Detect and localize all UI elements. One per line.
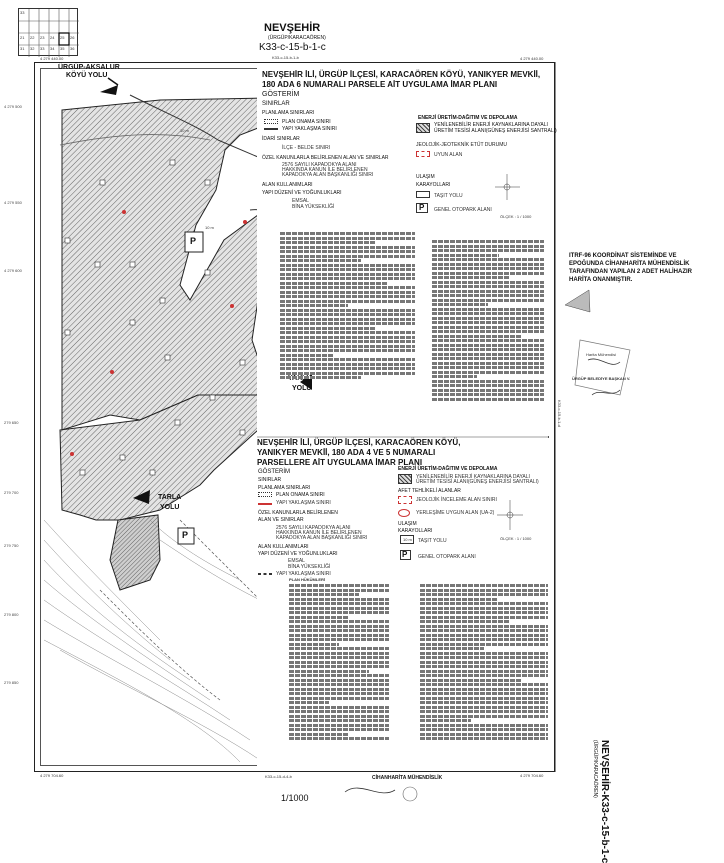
coord-top-left: 4 279 440.00	[40, 56, 64, 61]
plan1-alan-kullanim: ALAN KULLANIMLARI	[262, 182, 313, 188]
plan1-emsal: EMSAL	[292, 198, 309, 204]
plan1-road-symbol	[416, 191, 430, 198]
plan2-title-1: NEVŞEHİR İLİ, ÜRGÜP İLÇESİ, KARACAÖREN KÖYÜ,	[257, 438, 461, 447]
side-title: NEVŞEHİR-K33-c-15-b-1-c	[599, 740, 610, 863]
stamp-right-2: ÜRGÜP BELEDİYE BAŞKAN V.	[572, 376, 631, 381]
coord-top-right: 4 279 440.00	[520, 56, 544, 61]
halihazir-note-4: HARİTA ONANMIŞTIR.	[569, 277, 633, 283]
parcel-small-area	[110, 515, 160, 590]
index-cell: 34	[50, 46, 55, 51]
plan1-sinirlar: SINIRLAR	[262, 101, 290, 107]
road-label-north-2: KÖYÜ YOLU	[66, 72, 108, 79]
plan1-kapadokya-3: KAPADOKYA ALAN BAŞKANLIĞI SINIRI	[282, 172, 374, 178]
plan1-uyun-alan: UYUN ALAN	[434, 152, 463, 158]
index-cell: 25	[60, 35, 65, 40]
coord-tick: 4 279 500	[4, 104, 22, 109]
plan2-sinirlar: SINIRLAR	[258, 477, 282, 483]
index-cell: 35	[60, 46, 65, 51]
plan2-energy-symbol	[398, 474, 412, 484]
plan2-emsal: EMSAL	[288, 558, 305, 564]
coord-tick: 279 850	[4, 680, 19, 685]
plan1-yapi-duzeni: YAPI DÜZENİ VE YOĞUNLUKLARI	[262, 190, 342, 196]
road-width-label: 10 m	[180, 128, 189, 133]
sheet-subtitle: (ÜRGÜP/KARACAÖREN)	[268, 35, 326, 41]
plan2-plan-onama: PLAN ONAMA SINIRI	[276, 492, 325, 498]
plan1-notes-left	[280, 232, 415, 381]
plan1-title-1: NEVŞEHİR İLİ, ÜRGÜP İLÇESİ, KARACAÖREN KÖYÜ, YANIKYER MEVKİİ,	[262, 70, 541, 79]
halihazir-note-2: EPOĞUNDA CİHANHARİTA MÜHENDİSLİK	[569, 261, 690, 267]
plan2-title-2: YANIKYER MEVKİİ, 180 ADA 4 VE 5 NUMARALI	[257, 448, 436, 457]
plan2-yaklasma-symbol	[258, 503, 272, 505]
scale-label: 1/1000	[281, 793, 309, 803]
plan2-road-badge: 10 m	[403, 537, 412, 542]
plan1-idari-sinirlar: İDARİ SINIRLAR	[262, 136, 300, 142]
plan2-yapi-yaklasma: YAPI YAKLAŞMA SINIRI	[276, 500, 331, 506]
plan2-kapadokya-3: KAPADOKYA ALAN BAŞKANLIĞI SINIRI	[276, 535, 368, 541]
parking-symbol: P	[190, 236, 197, 246]
plan1-enerji: ENERJİ ÜRETİM-DAĞITIM VE DEPOLAMA	[418, 115, 518, 121]
plan2-gosterim: GÖSTERİM	[258, 469, 291, 475]
plan1-ulasim: ULAŞIM	[416, 174, 435, 180]
plan1-gosterim: GÖSTERİM	[262, 91, 300, 98]
stamp-right-1: Harita Mühendisi	[586, 352, 617, 357]
plan1-title-2: 180 ADA 6 NUMARALI PARSELE AİT UYGULAMA İMAR PLANI	[262, 80, 498, 89]
sheet-code: K33-c-15-b-1-c	[259, 42, 326, 53]
plan2-onama-symbol	[258, 492, 272, 497]
index-cell: 23	[40, 35, 45, 40]
index-cell: 22	[30, 35, 35, 40]
parking-symbol: P	[182, 530, 189, 540]
plan2-tasit-yolu: TAŞIT YOLU	[418, 538, 447, 544]
index-cell: 24	[50, 35, 55, 40]
plan1-ozel-kanun: ÖZEL KANUNLARLA BELİRLENEN ALAN VE SINIRLAR	[262, 155, 389, 161]
index-cell: 33	[40, 46, 45, 51]
road-label-tarla: TARLA	[158, 494, 182, 501]
index-cell: 21	[20, 35, 25, 40]
road-label-north: ÜRGÜP-AKSALUR	[58, 64, 120, 71]
plan2-afet: AFET TEHLİKELİ ALANLAR	[398, 488, 461, 494]
plan1-jeoloji-symbol	[416, 151, 430, 157]
plan1-energy-symbol	[416, 123, 430, 133]
plan2-bina-yuksekligi: BİNA YÜKSEKLİĞİ	[288, 564, 331, 570]
road-width-label: 10 m	[205, 225, 214, 230]
plan1-jeoloji: JEOLOJİK-JEOTEKNİK ETÜT DURUMU	[416, 142, 508, 148]
plan1-bina-yuksekligi: BİNA YÜKSEKLİĞİ	[292, 204, 335, 210]
plan1-yenilenebilir-1: YENİLENEBİLİR ENERJİ KAYNAKLARINA DAYALI	[434, 122, 548, 128]
index-cell-top: 33	[20, 10, 25, 15]
plan2-olcek: ÖLÇEK : 1 / 1000	[500, 536, 532, 541]
plan2-plan-hukumleri: PLAN HÜKÜMLERİ	[289, 577, 325, 582]
plan2-alan-ve: ALAN VE SINIRLAR	[258, 517, 304, 523]
coord-tick: 4 279 600	[4, 268, 22, 273]
plan2-yenilenebilir-2: ÜRETİM TESİSİ ALANI(GÜNEŞ ENERJİSİ SANTRALI)	[416, 479, 539, 485]
plan2-kapadokya-1: 2576 SAYILI KAPADOKYA ALANI	[276, 525, 351, 531]
coord-tick: 279 700	[4, 490, 19, 495]
right-neighbor-code: K33-c-15-b-1-d	[557, 400, 562, 427]
plan2-ozel-kanun: ÖZEL KANUNLARLA BELİRLENEN	[258, 510, 338, 516]
road-label-yolu: YOLU	[292, 385, 312, 392]
plan1-yenilenebilir-2: ÜRETİM TESİSİ ALANI(GÜNEŞ ENERJİSİ SANTRALI)	[434, 128, 557, 134]
plan1-olcek: ÖLÇEK : 1 / 1000	[500, 214, 532, 219]
plan1-otopark: GENEL OTOPARK ALANI	[434, 207, 492, 213]
stamp-company: CİHANHARİTA MÜHENDİSLİK	[372, 775, 443, 781]
plan2-uygun-symbol	[398, 509, 410, 517]
plan1-kapadokya-1: 2576 SAYILI KAPADOKYA ALANI	[282, 162, 357, 168]
plan2-planlama-sinirlari: PLANLAMA SINIRLARI	[258, 485, 311, 491]
index-cell: 31	[20, 46, 25, 51]
plan1-planlama-sinirlari: PLANLAMA SINIRLARI	[262, 110, 315, 116]
bottom-neighbor-code: K33-c-15-d-4-b	[265, 774, 292, 779]
plan2-yapi-duzeni: YAPI DÜZENİ VE YOĞUNLUKLARI	[258, 551, 338, 557]
sheet-code-small: K33-c-15-b-1-b	[272, 55, 299, 60]
plan2-kapadokya-2: HAKKINDA KANUN İLE BELİRLENEN	[276, 530, 362, 536]
plan2-otopark: GENEL OTOPARK ALANI	[418, 554, 476, 560]
plan2-ulasim: ULAŞIM	[398, 521, 417, 527]
plan2-notes-right	[420, 584, 548, 742]
coord-tick: 4 279 550	[4, 200, 22, 205]
plan2-notes-left	[289, 584, 389, 742]
halihazir-note-3: TARAFINDAN YAPILAN 2 ADET HALİHAZIR	[569, 269, 693, 275]
plan1-tasit-yolu: TAŞIT YOLU	[434, 193, 463, 199]
plan2-karayollari: KARAYOLLARI	[398, 528, 433, 534]
coord-bottom-left: 4 279 704.60	[40, 773, 64, 778]
coord-tick: 279 650	[4, 420, 19, 425]
plan2-yenilenebilir-1: YENİLENEBİLİR ENERJİ KAYNAKLARINA DAYALI	[416, 474, 530, 480]
plan1-onama-symbol	[264, 119, 278, 124]
plan1-yaklasma-symbol	[264, 128, 278, 130]
plan2-yaklasma2-symbol	[258, 573, 272, 575]
plan2-alan-kullanim: ALAN KULLANIMLARI	[258, 544, 309, 550]
plan2-otopark-letter: P	[402, 550, 408, 559]
plan2-jeolojik-symbol	[398, 496, 412, 504]
plan2-enerji: ENERJİ ÜRETİM-DAĞITIM VE DEPOLAMA	[398, 466, 498, 472]
plan2-jeolojik-inceleme: JEOLOJİK İNCELEME ALAN SINIRI	[416, 497, 497, 503]
plan2-yapi-yaklasma-2: YAPI YAKLAŞMA SINIRI	[276, 571, 331, 577]
plan1-notes-right	[432, 240, 544, 402]
index-cell: 32	[30, 46, 35, 51]
plan2-uygun-alan: YERLEŞİME UYGUN ALAN (UA-2)	[416, 510, 495, 516]
plan1-karayollari: KARAYOLLARI	[416, 182, 451, 188]
road-label-tarla-yolu: YOLU	[160, 504, 180, 511]
plan1-plan-onama: PLAN ONAMA SINIRI	[282, 119, 331, 125]
plan1-kapadokya-2: HAKKINDA KANUN İLE BELİRLENEN	[282, 167, 368, 173]
side-subtitle: (ÜRGÜP/KARACAÖREN)	[592, 740, 598, 798]
plan2-title-3: PARSELLERE AİT UYGULAMA İMAR PLANI	[257, 458, 423, 467]
index-cell: 36	[70, 46, 75, 51]
halihazir-note-1: ITRF-96 KOORDİNAT SİSTEMİNDE VE	[569, 253, 677, 259]
plan1-otopark-letter: P	[419, 203, 425, 212]
coord-tick: 279 750	[4, 543, 19, 548]
plan1-ilce-siniri: İLÇE - BELDE SINIRI	[282, 145, 331, 151]
plan1-yapi-yaklasma: YAPI YAKLAŞMA SINIRI	[282, 126, 337, 132]
coord-bottom-right: 4 279 704.60	[520, 773, 544, 778]
coord-tick: 279 800	[4, 612, 19, 617]
index-cell: 26	[70, 35, 75, 40]
sheet-title: NEVŞEHİR	[264, 22, 321, 34]
